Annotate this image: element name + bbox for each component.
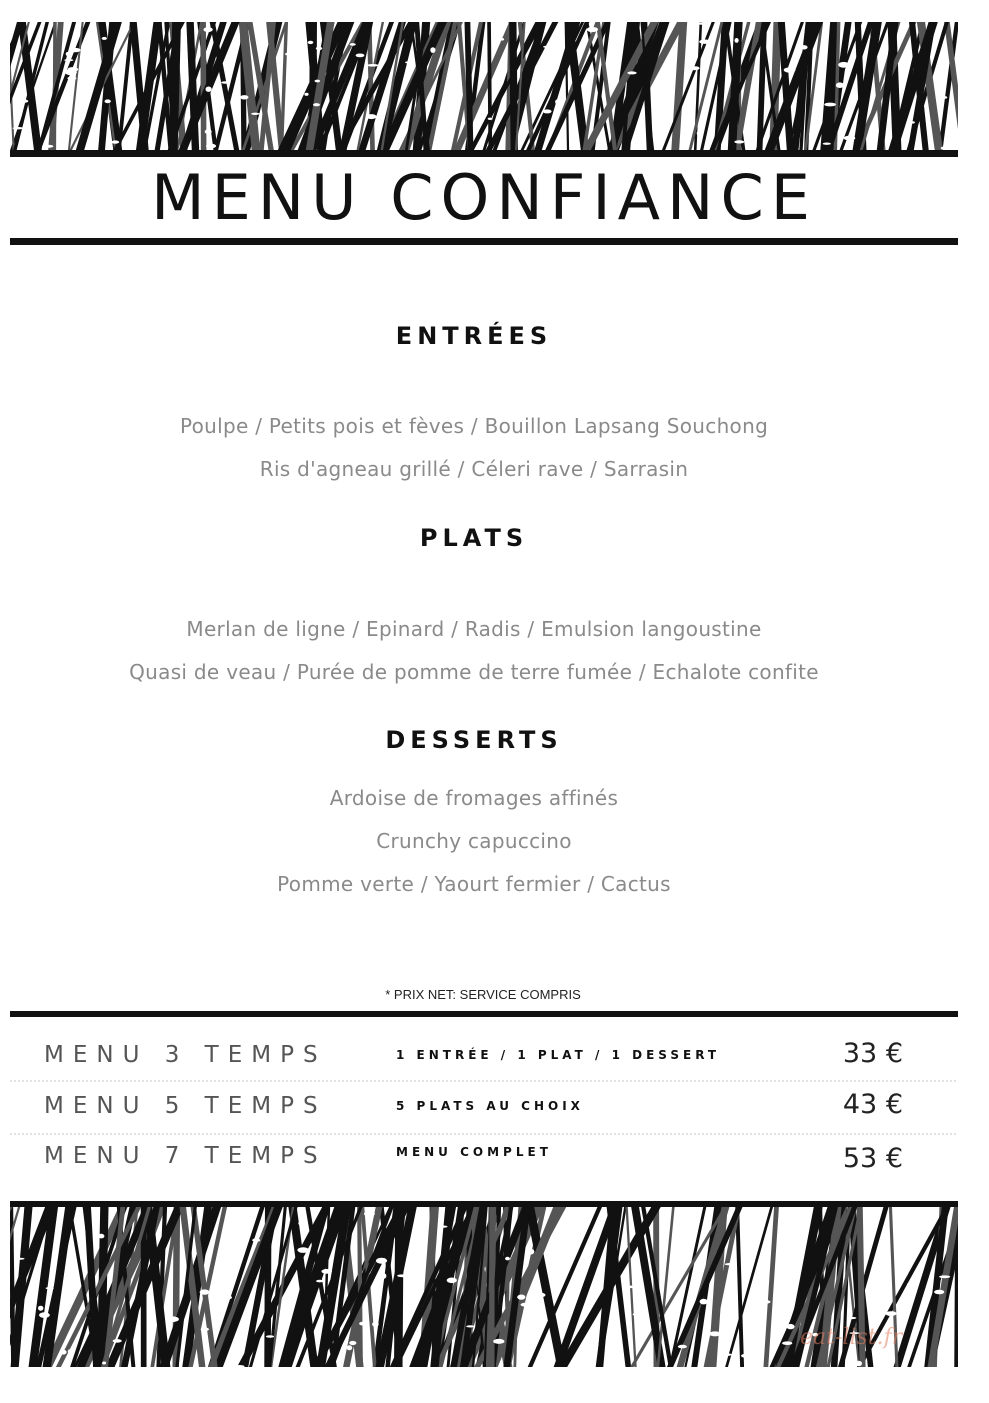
menu-item: Poulpe / Petits pois et fèves / Bouillon Lapsang Souchong	[179, 414, 769, 438]
price-value: 43 €	[842, 1089, 903, 1120]
menu-item: Quasi de veau / Purée de pomme de terre fumée / Echalote confite	[129, 660, 819, 684]
price-row-3-temps	[0, 1036, 989, 1080]
price-value: 33 €	[842, 1038, 903, 1069]
price-note: * PRIX NET: SERVICE COMPRIS	[385, 987, 581, 1002]
price-row-7-temps	[0, 1137, 989, 1181]
watermark: eat-list.fr	[800, 1325, 903, 1350]
menu-item: Pomme verte / Yaourt fermier / Cactus	[277, 872, 671, 896]
menu-item: Ardoise de fromages affinés	[329, 786, 619, 810]
price-description: 1 ENTRÉE / 1 PLAT / 1 DESSERT	[396, 1048, 721, 1062]
section-title-desserts: DESSERTS	[385, 726, 563, 754]
top-bamboo-banner	[10, 22, 958, 150]
price-description: MENU COMPLET	[396, 1145, 552, 1159]
price-name: MENU 5 TEMPS	[44, 1093, 327, 1119]
section-title-plats: PLATS	[419, 524, 529, 552]
price-value: 53 €	[842, 1143, 903, 1174]
prices-top-rule	[10, 1011, 958, 1017]
title-top-rule	[10, 150, 958, 157]
row-divider	[10, 1080, 956, 1082]
section-title-entrees: ENTRÉES	[395, 322, 553, 350]
menu-item: Merlan de ligne / Epinard / Radis / Emulsion langoustine	[186, 617, 762, 641]
title-bottom-rule	[10, 238, 958, 245]
bamboo-pattern-image	[10, 22, 958, 150]
price-description: 5 PLATS AU CHOIX	[396, 1099, 584, 1113]
row-divider	[10, 1133, 956, 1135]
menu-item: Crunchy capuccino	[376, 829, 572, 853]
price-name: MENU 3 TEMPS	[44, 1042, 327, 1068]
price-row-5-temps	[0, 1087, 989, 1131]
page-title: MENU CONFIANCE	[151, 161, 817, 234]
menu-item: Ris d'agneau grillé / Céleri rave / Sarrasin	[259, 457, 689, 481]
price-name: MENU 7 TEMPS	[44, 1143, 327, 1169]
